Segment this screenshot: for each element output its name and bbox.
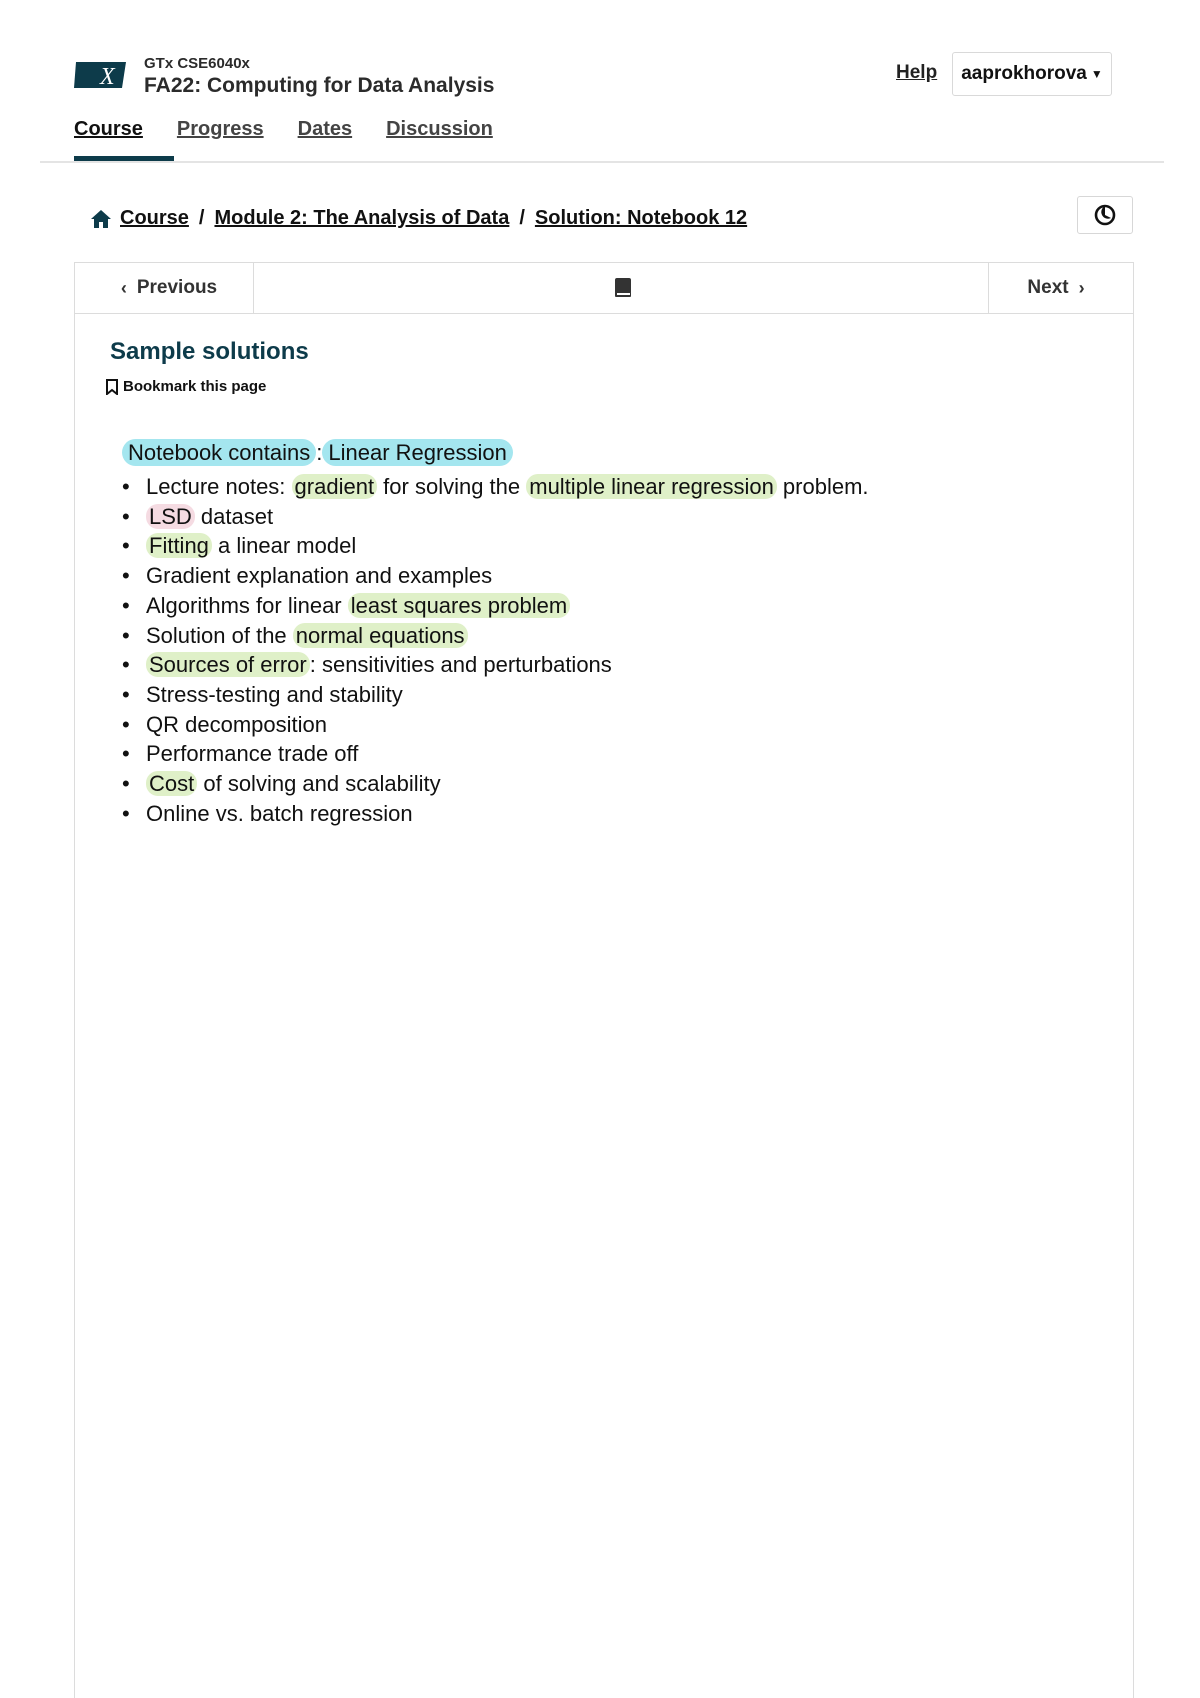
svg-text:X: X [100, 64, 115, 90]
list-item [122, 710, 869, 740]
moon-icon [1093, 203, 1117, 227]
user-menu-button[interactable] [952, 52, 1112, 96]
sequence-navigation [74, 262, 1134, 314]
tab-progress[interactable]: Progress [176, 118, 264, 140]
highlighted-text: multiple linear regression [526, 474, 777, 499]
breadcrumb-separator: / [198, 207, 205, 229]
list-item-text: Lecture notes: [146, 474, 292, 499]
chevron-down-icon: ▼ [1090, 67, 1103, 81]
tab-course[interactable]: Course [74, 118, 143, 140]
list-item-text: Solution of the [146, 622, 293, 648]
previous-button[interactable] [75, 263, 254, 313]
list-item [122, 531, 869, 561]
list-item [122, 472, 869, 502]
topic-list [106, 472, 869, 828]
highlighted-text: gradient [292, 474, 378, 499]
next-button[interactable] [988, 263, 1133, 313]
course-org: GTx CSE6040x [144, 55, 250, 72]
breadcrumb-course[interactable]: Course [120, 207, 189, 229]
bookmark-button[interactable] [106, 378, 266, 395]
highlighted-text: normal equations [293, 623, 468, 648]
heading-topic: Linear Regression [322, 439, 513, 466]
list-item-text: of solving and scalability [197, 771, 441, 797]
list-item-text: Stress-testing and stability [146, 681, 403, 707]
bookmark-label: Bookmark this page [123, 378, 267, 395]
list-item [122, 769, 869, 799]
tab-discussion[interactable]: Discussion [386, 118, 493, 140]
list-item [122, 561, 869, 591]
list-item-text: Gradient explanation and examples [146, 563, 493, 589]
tabs-divider [40, 161, 1164, 163]
list-item-text: Performance trade off [146, 741, 359, 767]
list-item-text: QR decomposition [146, 711, 327, 737]
previous-label: Previous [136, 277, 218, 298]
course-tabs [74, 118, 527, 155]
list-item [122, 799, 869, 829]
list-item-text: dataset [194, 503, 274, 529]
list-item [122, 739, 869, 769]
book-icon[interactable] [614, 277, 632, 298]
help-link[interactable]: Help [896, 62, 938, 83]
list-item [122, 650, 869, 680]
chevron-left-icon: ‹ [120, 277, 127, 298]
heading-prefix: Notebook contains [122, 439, 316, 466]
breadcrumb-module[interactable]: Module 2: The Analysis of Data [214, 207, 510, 229]
list-item-text: a linear model [211, 533, 357, 559]
chevron-right-icon: › [1078, 277, 1085, 298]
list-item-text: Online vs. batch regression [146, 800, 413, 826]
heading-colon: : [316, 440, 323, 465]
list-item-text: Algorithms for linear [146, 592, 348, 618]
breadcrumb-separator: / [519, 207, 525, 229]
list-item-text: problem. [776, 474, 869, 499]
next-label: Next [1027, 277, 1069, 298]
content-heading [122, 440, 869, 466]
tab-dates[interactable]: Dates [297, 118, 353, 140]
site-header [74, 52, 1134, 102]
list-item-text: for solving the [377, 474, 527, 499]
list-item [122, 591, 869, 621]
course-title: FA22: Computing for Data Analysis [144, 74, 495, 97]
list-item [122, 502, 869, 532]
list-item [122, 621, 869, 651]
theme-toggle-button[interactable] [1077, 196, 1133, 234]
list-item-text: : sensitivities and perturbations [309, 652, 612, 678]
breadcrumb-unit[interactable]: Solution: Notebook 12 [534, 207, 748, 229]
highlighted-text: Sources of error [146, 652, 310, 677]
bookmark-icon [106, 379, 118, 395]
unit-content [106, 440, 869, 828]
highlighted-text: Cost [146, 771, 197, 796]
username: aaprokhorova [961, 63, 1087, 84]
highlighted-text: least squares problem [348, 593, 570, 618]
highlighted-text: Fitting [146, 533, 212, 558]
unit-title: Sample solutions [110, 338, 309, 365]
breadcrumb [90, 207, 747, 230]
highlighted-text: LSD [146, 504, 195, 529]
list-item [122, 680, 869, 710]
home-icon [90, 209, 112, 229]
edx-logo[interactable] [74, 60, 128, 90]
